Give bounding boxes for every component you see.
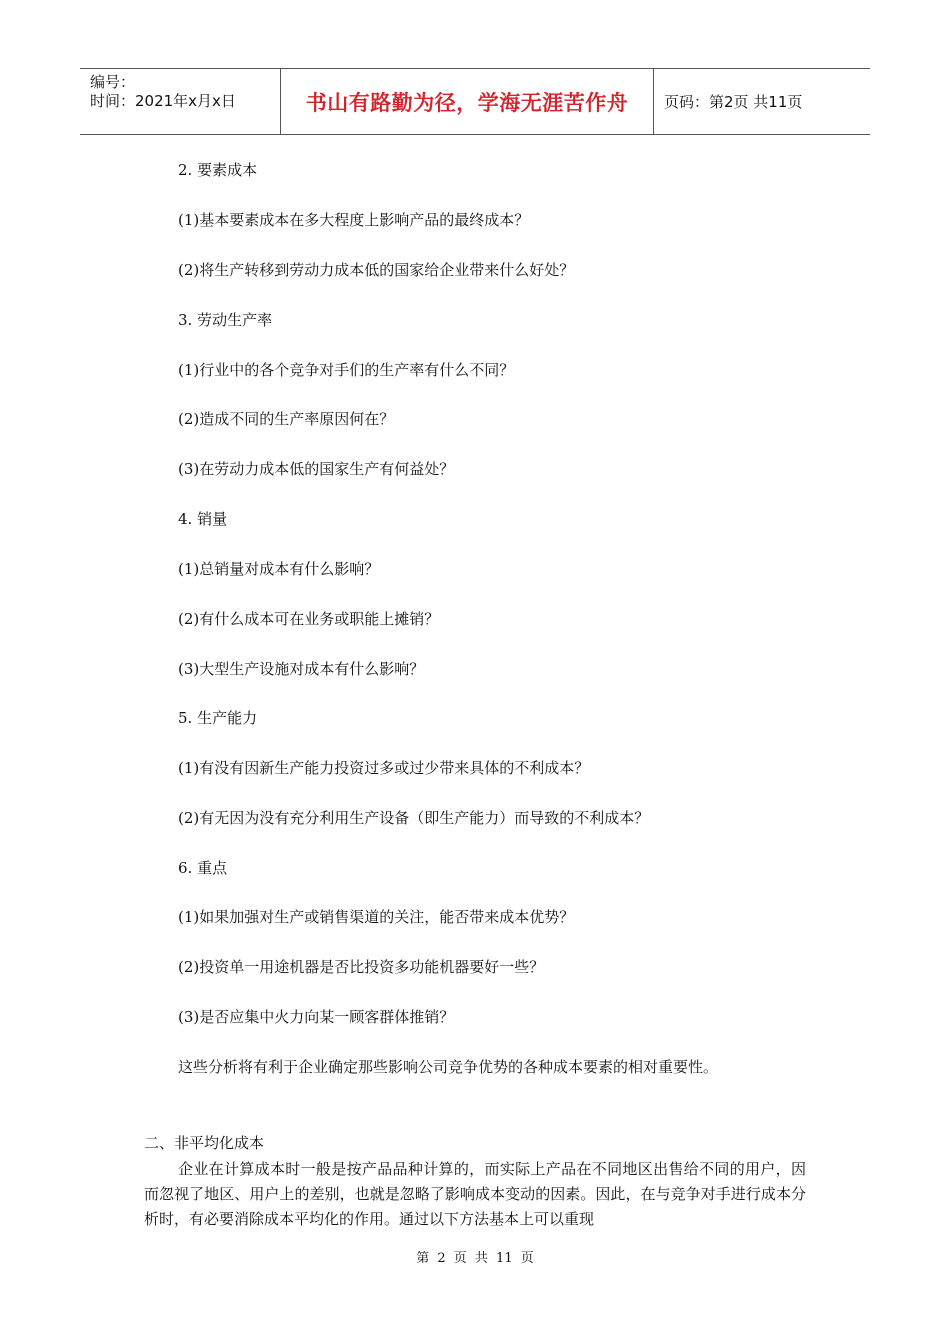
heading-capacity: 5. 生产能力 <box>178 709 258 727</box>
question: (1)基本要素成本在多大程度上影响产品的最终成本？ <box>178 211 530 229</box>
heading-labor-productivity: 3. 劳动生产率 <box>178 311 273 329</box>
section-title: 二、非平均化成本 <box>144 1134 265 1152</box>
question: (3)在劳动力成本低的国家生产有何益处？ <box>178 460 455 478</box>
question: (2)造成不同的生产率原因何在？ <box>178 410 395 428</box>
header-page-info: 页码：第2页 共11页 <box>664 93 803 111</box>
question: (1)总销量对成本有什么影响？ <box>178 560 380 578</box>
header-motto: 书山有路勤为径，学海无涯苦作舟 <box>281 69 654 134</box>
question: (3)大型生产设施对成本有什么影响？ <box>178 660 425 678</box>
question: (2)投资单一用途机器是否比投资多功能机器要好一些？ <box>178 958 545 976</box>
document-date: 时间：2021年x月x日 <box>90 92 236 110</box>
heading-sales-volume: 4. 销量 <box>178 510 228 528</box>
page-header <box>80 68 870 135</box>
section-paragraph: 企业在计算成本时一般是按产品品种计算的，而实际上产品在不同地区出售给不同的用户，因而忽视了地区、用户上的差别，也就是忽略了影响成本变动的因素。因此，在与竞争对手进行成本分析时，有必要消除成本平均化的作用。通过以下方法基本上可以重现 <box>144 1160 806 1228</box>
header-meta <box>80 69 281 134</box>
question: (2)将生产转移到劳动力成本低的国家给企业带来什么好处？ <box>178 261 575 279</box>
heading-factor-cost: 2. 要素成本 <box>178 161 258 179</box>
question: (1)行业中的各个竞争对手们的生产率有什么不同？ <box>178 361 515 379</box>
heading-focus: 6. 重点 <box>178 859 228 877</box>
question: (3)是否应集中火力向某一顾客群体推销？ <box>178 1008 455 1026</box>
page-footer: 第 2 页 共 11 页 <box>416 1251 534 1266</box>
question: (2)有什么成本可在业务或职能上摊销？ <box>178 610 440 628</box>
question: (2)有无因为没有充分利用生产设备（即生产能力）而导致的不利成本？ <box>178 809 650 827</box>
document-number-label: 编号： <box>90 73 136 91</box>
question: (1)如果加强对生产或销售渠道的关注，能否带来成本优势？ <box>178 908 575 926</box>
summary-sentence: 这些分析将有利于企业确定那些影响公司竞争优势的各种成本要素的相对重要性。 <box>178 1058 719 1076</box>
question: (1)有没有因新生产能力投资过多或过少带来具体的不利成本？ <box>178 759 590 777</box>
